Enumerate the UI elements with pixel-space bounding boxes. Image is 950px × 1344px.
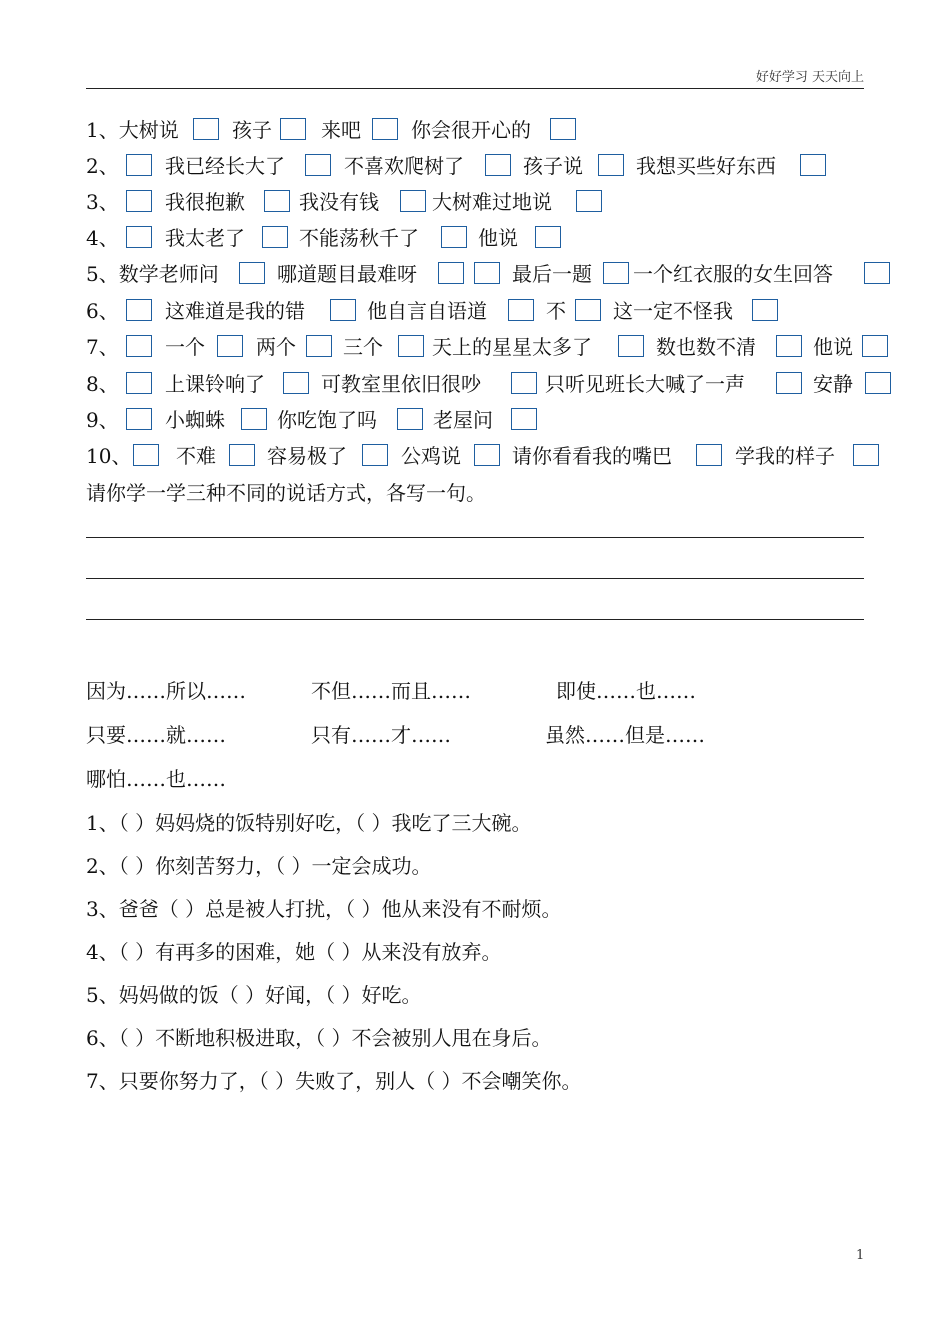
fill-sentence[interactable]: 7、只要你努力了，（ ）失败了，别人（ ）不会嘲笑你。 xyxy=(86,1069,582,1093)
punctuation-box[interactable] xyxy=(776,372,802,394)
punctuation-box[interactable] xyxy=(696,444,722,466)
instruction-row xyxy=(0,475,950,511)
punctuation-box[interactable] xyxy=(535,226,561,248)
punctuation-box[interactable] xyxy=(474,262,500,284)
punctuation-box[interactable] xyxy=(441,226,467,248)
row-text: 不 xyxy=(546,299,566,323)
punctuation-box[interactable] xyxy=(776,335,802,357)
row-text: 孩子 xyxy=(232,118,272,142)
punctuation-box[interactable] xyxy=(485,154,511,176)
row-text: 你会很开心的 xyxy=(411,118,531,142)
punctuation-box[interactable] xyxy=(400,190,426,212)
conjunction-pair: 不但……而且…… xyxy=(311,679,471,703)
punctuation-box[interactable] xyxy=(330,299,356,321)
row-text: 小蜘蛛 xyxy=(165,408,225,432)
row-text: 哪道题目最难呀 xyxy=(277,262,417,286)
instruction-text: 请你学一学三种不同的说话方式，各写一句。 xyxy=(86,481,486,505)
conjunction-pair: 只要……就…… xyxy=(86,723,226,747)
row-text: 3、 xyxy=(86,190,119,214)
page-number: 1 xyxy=(856,1248,865,1263)
exercise-row xyxy=(0,148,950,184)
punctuation-box[interactable] xyxy=(133,444,159,466)
row-text: 9、 xyxy=(86,408,119,432)
conjunction-pair: 哪怕……也…… xyxy=(86,767,226,791)
punctuation-box[interactable] xyxy=(575,299,601,321)
row-text: 不难 xyxy=(176,444,216,468)
row-text: 请你看看我的嘴巴 xyxy=(512,444,672,468)
conjunction-pair: 因为……所以…… xyxy=(86,679,246,703)
row-text: 8、 xyxy=(86,372,119,396)
row-text: 7、 xyxy=(86,335,119,359)
row-text: 最后一题 xyxy=(512,262,592,286)
row-text: 我很抱歉 xyxy=(165,190,245,214)
exercise-row xyxy=(0,293,950,329)
conjunction-pair: 即使……也…… xyxy=(556,679,696,703)
row-text: 我没有钱 xyxy=(299,190,379,214)
punctuation-box[interactable] xyxy=(511,372,537,394)
fill-sentence[interactable]: 5、妈妈做的饭（ ）好闻，（ ）好吃。 xyxy=(86,983,422,1007)
punctuation-box[interactable] xyxy=(264,190,290,212)
punctuation-box[interactable] xyxy=(397,408,423,430)
punctuation-box[interactable] xyxy=(262,226,288,248)
punctuation-box[interactable] xyxy=(305,154,331,176)
row-text: 我已经长大了 xyxy=(165,154,285,178)
row-text: 4、 xyxy=(86,226,119,250)
fill-sentence[interactable]: 1、（ ）妈妈烧的饭特别好吃，（ ）我吃了三大碗。 xyxy=(86,811,532,835)
row-text: 不能荡秋千了 xyxy=(299,226,419,250)
row-text: 6、 xyxy=(86,299,119,323)
fill-sentence[interactable]: 3、爸爸（ ）总是被人打扰，（ ）他从来没有不耐烦。 xyxy=(86,897,562,921)
row-text: 两个 xyxy=(256,335,296,359)
row-text: 容易极了 xyxy=(267,444,347,468)
punctuation-box[interactable] xyxy=(508,299,534,321)
row-text: 天上的星星太多了 xyxy=(432,335,592,359)
punctuation-box[interactable] xyxy=(126,226,152,248)
row-text: 只听见班长大喊了一声 xyxy=(545,372,745,396)
row-text: 你吃饱了吗 xyxy=(277,408,377,432)
row-text: 安静 xyxy=(813,372,853,396)
punctuation-box[interactable] xyxy=(280,118,306,140)
punctuation-box[interactable] xyxy=(864,262,890,284)
punctuation-box[interactable] xyxy=(862,335,888,357)
punctuation-box[interactable] xyxy=(398,335,424,357)
fill-sentence[interactable]: 4、（ ）有再多的困难，她（ ）从来没有放弃。 xyxy=(86,940,502,964)
fill-sentence[interactable]: 6、（ ）不断地积极进取，（ ）不会被别人甩在身后。 xyxy=(86,1026,552,1050)
row-text: 1、大树说 xyxy=(86,118,179,142)
punctuation-box[interactable] xyxy=(362,444,388,466)
fill-sentence[interactable]: 2、（ ）你刻苦努力，（ ）一定会成功。 xyxy=(86,854,432,878)
punctuation-box[interactable] xyxy=(126,372,152,394)
punctuation-box[interactable] xyxy=(283,372,309,394)
exercise-row xyxy=(0,402,950,438)
exercise-row xyxy=(0,256,950,292)
row-text: 不喜欢爬树了 xyxy=(344,154,464,178)
row-text: 一个红衣服的女生回答 xyxy=(633,262,833,286)
conjunction-pair: 只有……才…… xyxy=(311,723,451,747)
writing-line[interactable] xyxy=(86,578,864,579)
header-motto: 好好学习 天天向上 xyxy=(755,70,864,85)
punctuation-box[interactable] xyxy=(372,118,398,140)
row-text: 可教室里依旧很吵 xyxy=(321,372,481,396)
row-text: 2、 xyxy=(86,154,119,178)
exercise-row xyxy=(0,329,950,365)
punctuation-box[interactable] xyxy=(576,190,602,212)
punctuation-box[interactable] xyxy=(193,118,219,140)
row-text: 公鸡说 xyxy=(401,444,461,468)
punctuation-box[interactable] xyxy=(853,444,879,466)
punctuation-box[interactable] xyxy=(618,335,644,357)
row-text: 10、 xyxy=(86,444,132,468)
row-text: 三个 xyxy=(343,335,383,359)
exercise-row xyxy=(0,112,950,148)
punctuation-box[interactable] xyxy=(126,190,152,212)
punctuation-box[interactable] xyxy=(239,262,265,284)
row-text: 孩子说 xyxy=(523,154,583,178)
row-text: 5、数学老师问 xyxy=(86,262,219,286)
row-text: 大树难过地说 xyxy=(432,190,552,214)
exercise-row xyxy=(0,220,950,256)
row-text: 一个 xyxy=(165,335,205,359)
punctuation-box[interactable] xyxy=(800,154,826,176)
punctuation-box[interactable] xyxy=(550,118,576,140)
row-text: 他自言自语道 xyxy=(367,299,487,323)
punctuation-box[interactable] xyxy=(126,299,152,321)
exercise-row xyxy=(0,184,950,220)
row-text: 这难道是我的错 xyxy=(165,299,305,323)
row-text: 我太老了 xyxy=(165,226,245,250)
exercise-row xyxy=(0,438,950,474)
row-text: 我想买些好东西 xyxy=(636,154,776,178)
row-text: 他说 xyxy=(478,226,518,250)
header-divider xyxy=(86,88,864,89)
row-text: 老屋问 xyxy=(433,408,493,432)
writing-line[interactable] xyxy=(86,537,864,538)
punctuation-box[interactable] xyxy=(603,262,629,284)
punctuation-box[interactable] xyxy=(865,372,891,394)
punctuation-box[interactable] xyxy=(229,444,255,466)
punctuation-box[interactable] xyxy=(474,444,500,466)
row-text: 他说 xyxy=(813,335,853,359)
punctuation-box[interactable] xyxy=(217,335,243,357)
punctuation-box[interactable] xyxy=(438,262,464,284)
punctuation-box[interactable] xyxy=(126,154,152,176)
punctuation-box[interactable] xyxy=(306,335,332,357)
row-text: 数也数不清 xyxy=(656,335,756,359)
row-text: 这一定不怪我 xyxy=(613,299,733,323)
row-text: 来吧 xyxy=(321,118,361,142)
punctuation-box[interactable] xyxy=(598,154,624,176)
punctuation-box[interactable] xyxy=(752,299,778,321)
punctuation-box[interactable] xyxy=(126,335,152,357)
exercise-row xyxy=(0,366,950,402)
punctuation-box[interactable] xyxy=(511,408,537,430)
row-text: 学我的样子 xyxy=(735,444,835,468)
writing-line[interactable] xyxy=(86,619,864,620)
punctuation-box[interactable] xyxy=(126,408,152,430)
conjunction-pair: 虽然……但是…… xyxy=(545,723,705,747)
punctuation-box[interactable] xyxy=(241,408,267,430)
row-text: 上课铃响了 xyxy=(165,372,265,396)
